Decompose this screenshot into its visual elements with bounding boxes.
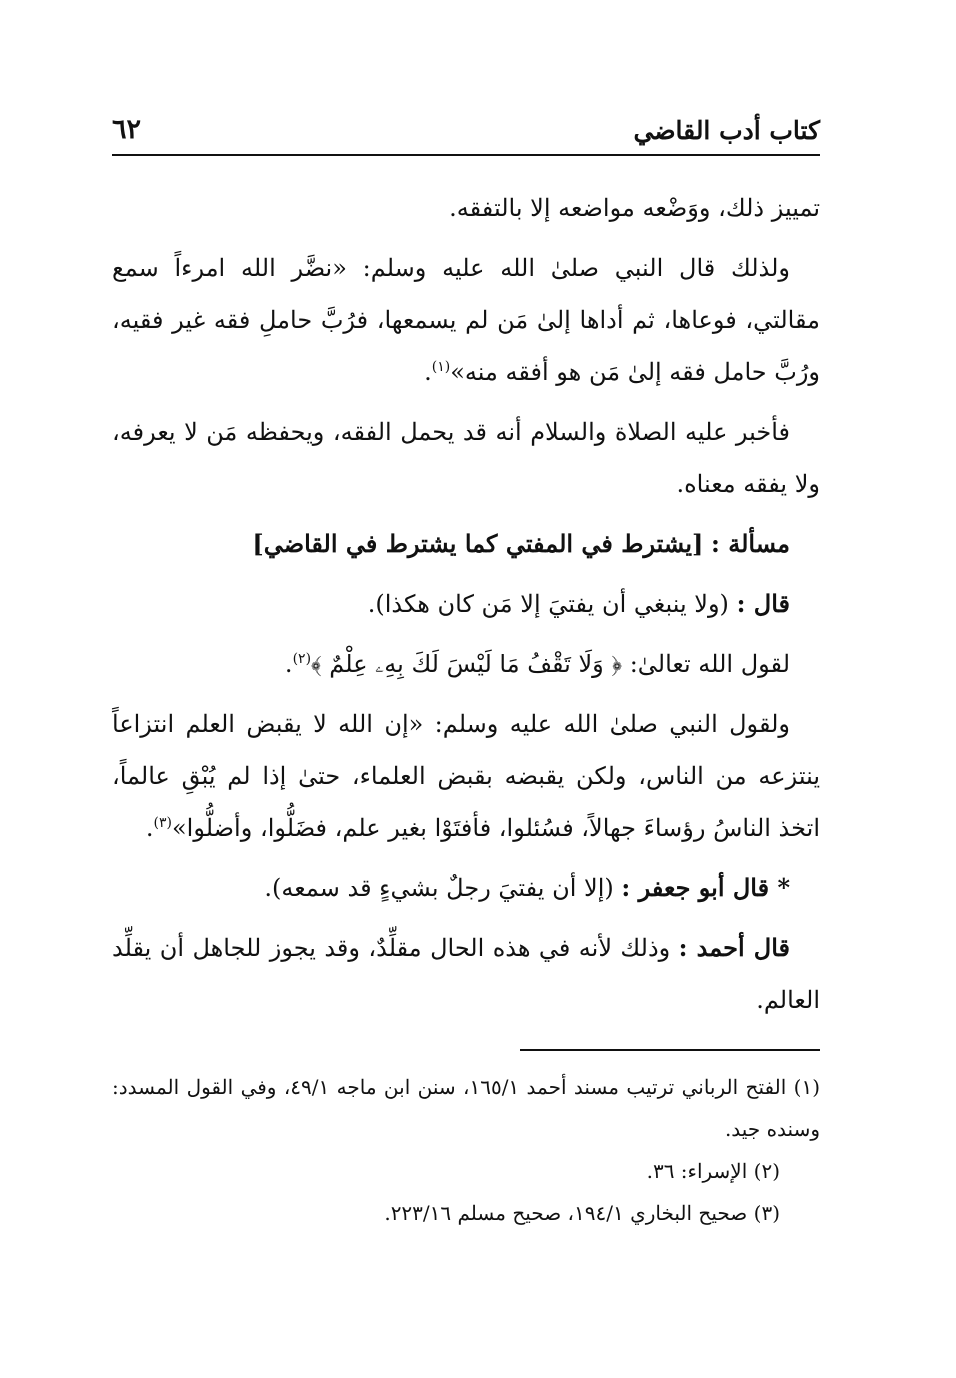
ahmad-text: وذلك لأنه في هذه الحال مقلِّدٌ، وقد يجوز للجاهل أن يقلِّد العالم.	[112, 934, 820, 1014]
qala-label: قال :	[736, 589, 790, 618]
abu-jafar-label: * قال أبو جعفر :	[621, 873, 790, 902]
paragraph-2-end: .	[424, 358, 432, 386]
main-text	[112, 182, 820, 1034]
abu-jafar-line	[112, 862, 820, 914]
masala-label: مسألة :	[711, 529, 790, 558]
footnote-3: (٣) صحيح البخاري ١٩٤/١، صحيح مسلم ٢٢٣/١٦.	[384, 1201, 780, 1225]
footnote-1: (١) الفتح الرباني ترتيب مسند أحمد ١٦٥/١، سنن ابن ماجه ٤٩/١، وفي القول المسدد: وسنده جيد.	[112, 1075, 820, 1141]
paragraph-4-text: لقول الله تعالىٰ:	[629, 650, 790, 678]
paragraph-5	[112, 698, 820, 854]
paragraph-2-text: ولذلك قال النبي صلىٰ الله عليه وسلم: «نضَّر الله امرءاً سمع مقالتي، فوعاها، ثم أداها إلىٰ مَن لم يسمعها، فرُبَّ حاملِ فقه غير فقيه، ورُبَّ حامل فقه إلىٰ مَن هو أفقه منه»	[112, 254, 820, 386]
paragraph-5-end: .	[145, 814, 154, 842]
footnotes	[112, 1066, 820, 1234]
quran-verse: ﴿ وَلَا تَقْفُ مَا لَيْسَ لَكَ بِهِۦ عِلْمٌ ﴾	[311, 650, 623, 678]
ahmad-label: قال أحمد :	[678, 933, 790, 962]
book-title: كتاب أدب القاضي	[633, 116, 820, 145]
paragraph-4-end: .	[284, 650, 293, 678]
abu-jafar-text: (إلا أن يفتيَ رجلٌ بشيءٍ قد سمعه).	[264, 874, 614, 902]
footnote-ref-1[interactable]: (١)	[431, 359, 451, 375]
qala-text: (ولا ينبغي أن يفتيَ إلا مَن كان هكذا).	[367, 590, 729, 618]
qala-line	[112, 578, 820, 630]
paragraph-2	[112, 242, 820, 398]
page-header	[112, 110, 820, 156]
footnote-2: (٢) الإسراء: ٣٦.	[646, 1159, 780, 1183]
paragraph-4	[112, 638, 820, 690]
paragraph-3: فأخبر عليه الصلاة والسلام أنه قد يحمل الفقه، ويحفظه مَن لا يعرفه، ولا يفقه معناه.	[112, 418, 820, 498]
page-number: ٦٢	[112, 114, 142, 145]
paragraph-1: تمييز ذلك، ووَضْعه مواضعه إلا بالتفقه.	[449, 194, 820, 222]
masala-line	[112, 518, 820, 570]
paragraph-5-text: ولقول النبي صلىٰ الله عليه وسلم: «إن الله لا يقبض العلم انتزاعاً ينتزعه من الناس، ولكن يقبضه بقبض العلماء، حتىٰ إذا لم يُبْقِ عالماً، اتخذ الناسُ رؤساءَ جهالاً، فسُئلوا، فأفتَوْا بغير علم، فضَلُّوا، وأضلُّوا»	[112, 710, 820, 842]
ahmad-line	[112, 922, 820, 1026]
footnote-ref-2[interactable]: (٢)	[292, 651, 312, 667]
masala-title: [يشترط في المفتي كما يشترط في القاضي]	[252, 529, 704, 558]
footnote-divider	[520, 1049, 820, 1051]
footnote-ref-3[interactable]: (٣)	[153, 815, 172, 831]
